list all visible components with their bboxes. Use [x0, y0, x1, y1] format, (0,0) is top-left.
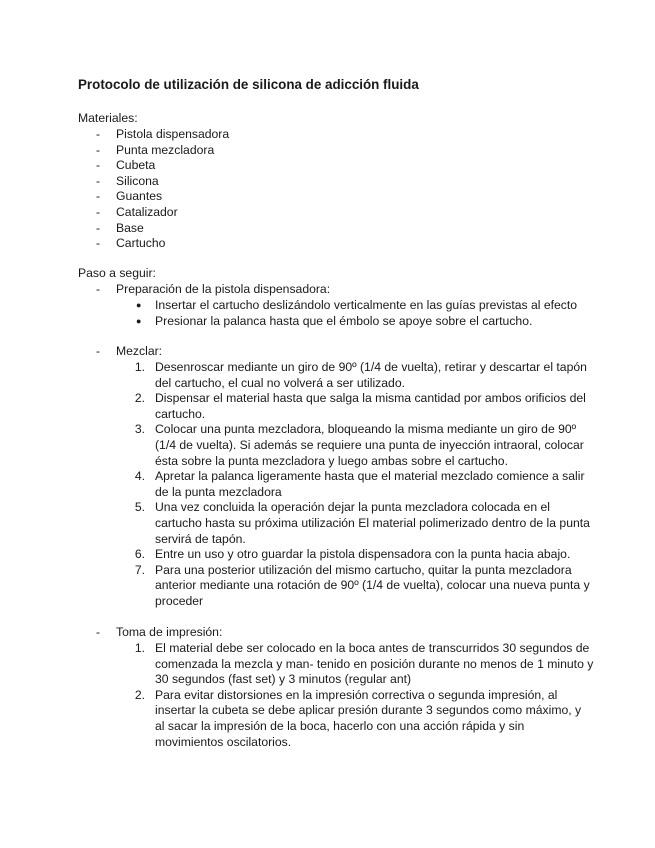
numbered-item-line: Desenroscar mediante un giro de 90º (1/4 de vuelta), retirar y descartar el tapón — [155, 360, 587, 374]
material-item: Pistola dispensadora — [116, 127, 230, 141]
numbered-item-line: de la punta mezcladora — [155, 484, 282, 499]
bullet-item: Presionar la palanca hasta que el émbolo se apoye sobre el cartucho. — [155, 313, 533, 328]
document-title: Protocolo de utilización de silicona de adicción fluida — [78, 77, 419, 92]
numbered-item-line: El material debe ser colocado en la boca antes de transcurridos 30 segundos de — [155, 641, 590, 655]
list-number: 6. — [134, 547, 145, 562]
numbered-item-line: anterior mediante una rotación de 90º (1/4 de vuelta), colocar una nueva punta y — [155, 578, 590, 593]
list-number: 1. — [134, 360, 145, 374]
material-item: Cubeta — [116, 158, 156, 173]
material-item: Silicona — [116, 173, 159, 188]
list-number: 2. — [134, 391, 145, 406]
list-dash: - — [96, 344, 101, 358]
list-number: 3. — [134, 422, 145, 437]
numbered-item-line: 30 segundos (fast set) y 3 minutos (regular ant) — [155, 672, 412, 687]
bullet-dot-icon: ● — [136, 300, 142, 310]
preparation-heading: Preparación de la pistola dispensadora: — [116, 282, 331, 296]
material-item: Cartucho — [116, 236, 166, 251]
list-dash: - — [96, 282, 101, 296]
list-dash: - — [96, 625, 101, 639]
numbered-item-line: insertar la cubeta se debe aplicar presión durante 3 segundos como máximo, y — [155, 703, 582, 718]
list-dash: - — [96, 173, 101, 188]
numbered-item-line: Apretar la palanca ligeramente hasta que el material mezclado comience a salir — [155, 469, 585, 484]
numbered-item-line: Entre un uso y otro guardar la pistola dispensadora con la punta hacia abajo. — [155, 547, 571, 562]
list-dash: - — [96, 142, 101, 157]
list-number: 4. — [134, 469, 145, 484]
material-item: Guantes — [116, 189, 163, 204]
bullet-item: Insertar el cartucho deslizándolo verticalmente en las guías previstas al efecto — [155, 298, 578, 312]
steps-heading: Paso a seguir: — [78, 266, 156, 280]
list-number: 2. — [134, 687, 145, 702]
impression-heading: Toma de impresión: — [116, 625, 223, 639]
numbered-item-line: Una vez concluida la operación dejar la punta mezcladora colocada en el — [155, 500, 550, 515]
material-item: Base — [116, 220, 144, 235]
numbered-item-line: Para una posterior utilización del mismo cartucho, quitar la punta mezcladora — [155, 562, 572, 577]
numbered-item-line: al sacar la impresión de la boca, hacerlo con una acción rápida y sin — [155, 719, 525, 733]
numbered-item-line: Dispensar el material hasta que salga la misma cantidad por ambos orificios del — [155, 391, 586, 406]
numbered-item-line: proceder — [155, 594, 204, 608]
list-dash: - — [96, 220, 101, 235]
materials-heading: Materiales: — [78, 111, 138, 125]
material-item: Punta mezcladora — [116, 142, 215, 157]
numbered-item-line: cartucho. — [155, 406, 206, 421]
list-dash: - — [96, 127, 101, 141]
list-dash: - — [96, 189, 101, 204]
list-dash: - — [96, 236, 101, 251]
list-number: 5. — [134, 500, 145, 515]
mix-heading: Mezclar: — [116, 344, 163, 358]
numbered-item-line: servirá de tapón. — [155, 531, 246, 546]
numbered-item-line: (1/4 de vuelta). Si además se requiere una punta de inyección intraoral, colocar — [155, 438, 584, 452]
numbered-item-line: ésta sobre la punta mezcladora y luego ambas sobre el cartucho. — [155, 453, 508, 468]
numbered-item-line: movimientos oscilatorios. — [155, 734, 292, 749]
list-number: 7. — [134, 562, 145, 577]
numbered-item-line: cartucho hasta su próxima utilización El material polimerizado dentro de la punta — [155, 516, 590, 530]
list-dash: - — [96, 205, 101, 219]
material-item: Catalizador — [116, 205, 178, 219]
list-number: 1. — [134, 641, 145, 655]
numbered-item-line: del cartucho, el cual no volverá a ser utilizado. — [155, 375, 405, 390]
bullet-dot-icon: ● — [136, 315, 142, 326]
list-dash: - — [96, 158, 101, 173]
numbered-item-line: Para evitar distorsiones en la impresión correctiva o segunda impresión, al — [155, 687, 558, 702]
numbered-item-line: comenzada la mezcla y man- tenido en posición durante no menos de 1 minuto y — [155, 656, 594, 671]
numbered-item-line: Colocar una punta mezcladora, bloqueando la misma mediante un giro de 90º — [155, 422, 577, 437]
